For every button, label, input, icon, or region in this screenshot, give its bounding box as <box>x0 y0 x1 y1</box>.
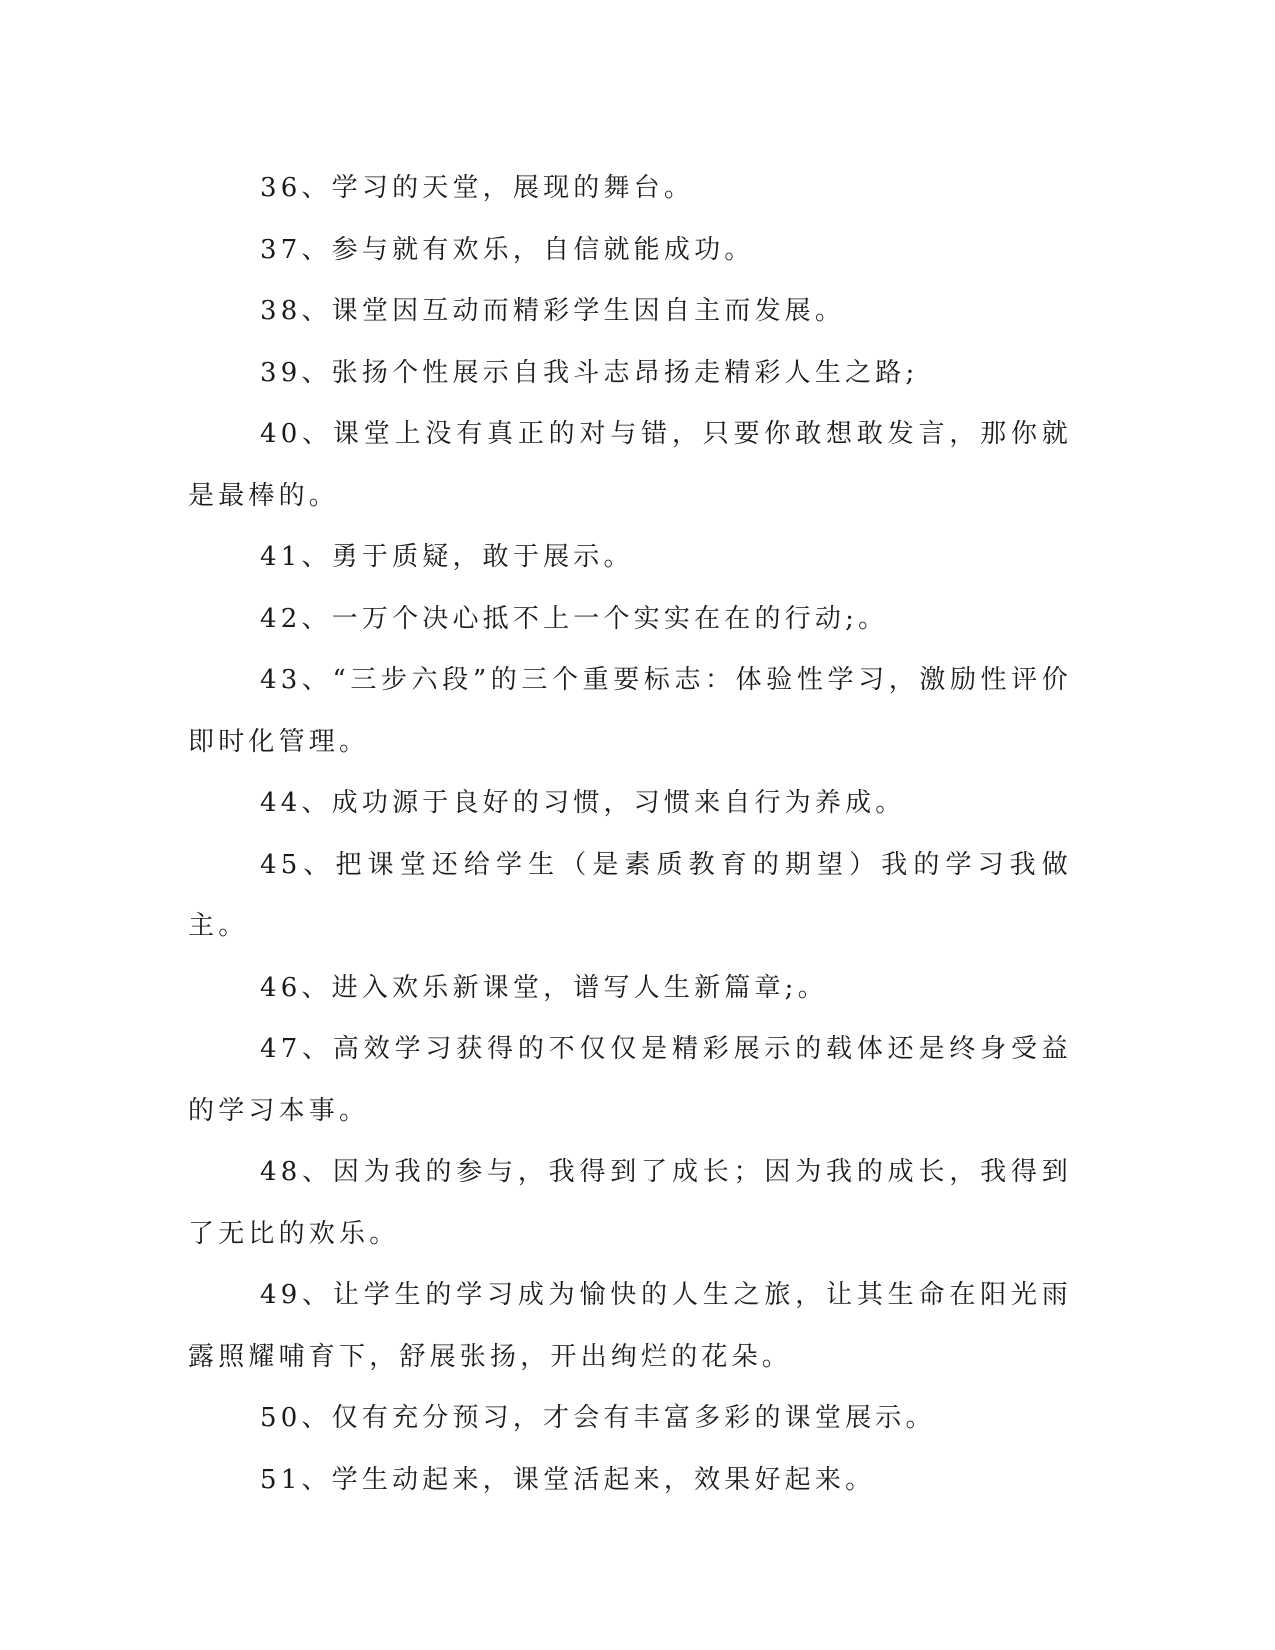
slogan-paragraph: 41、勇于质疑，敢于展示。 <box>260 542 634 572</box>
slogan-paragraph: 38、课堂因互动而精彩学生因自主而发展。 <box>260 296 846 326</box>
slogan-paragraph: 40、课堂上没有真正的对与错，只要你敢想敢发言，那你就是最棒的。 <box>188 419 1072 511</box>
slogan-paragraph: 36、学习的天堂，展现的舞台。 <box>260 173 695 203</box>
slogan-paragraph: 39、张扬个性展示自我斗志昂扬走精彩人生之路; <box>260 357 919 388</box>
slogan-paragraph: 48、因为我的参与，我得到了成长；因为我的成长，我得到了无比的欢乐。 <box>188 1157 1072 1249</box>
slogan-paragraph: 46、进入欢乐新课堂，谱写人生新篇章;。 <box>260 972 828 1003</box>
slogan-paragraph: 47、高效学习获得的不仅仅是精彩展示的载体还是终身受益的学习本事。 <box>188 1034 1072 1126</box>
slogan-paragraph: 50、仅有充分预习，才会有丰富多彩的课堂展示。 <box>260 1403 936 1433</box>
slogan-paragraph: 43、“三步六段”的三个重要标志：体验性学习，激励性评价即时化管理。 <box>188 665 1072 757</box>
document-body <box>188 158 1072 1511</box>
slogan-paragraph: 45、把课堂还给学生（是素质教育的期望）我的学习我做主。 <box>188 849 1072 941</box>
slogan-paragraph: 37、参与就有欢乐，自信就能成功。 <box>260 234 755 265</box>
slogan-paragraph: 44、成功源于良好的习惯，习惯来自行为养成。 <box>260 788 906 818</box>
slogan-paragraph: 51、学生动起来，课堂活起来，效果好起来。 <box>260 1464 876 1495</box>
slogan-paragraph: 49、让学生的学习成为愉快的人生之旅，让其生命在阳光雨露照耀哺育下，舒展张扬，开出绚烂的花朵。 <box>188 1280 1072 1372</box>
slogan-paragraph: 42、一万个决心抵不上一个实实在在的行动;。 <box>260 603 889 634</box>
